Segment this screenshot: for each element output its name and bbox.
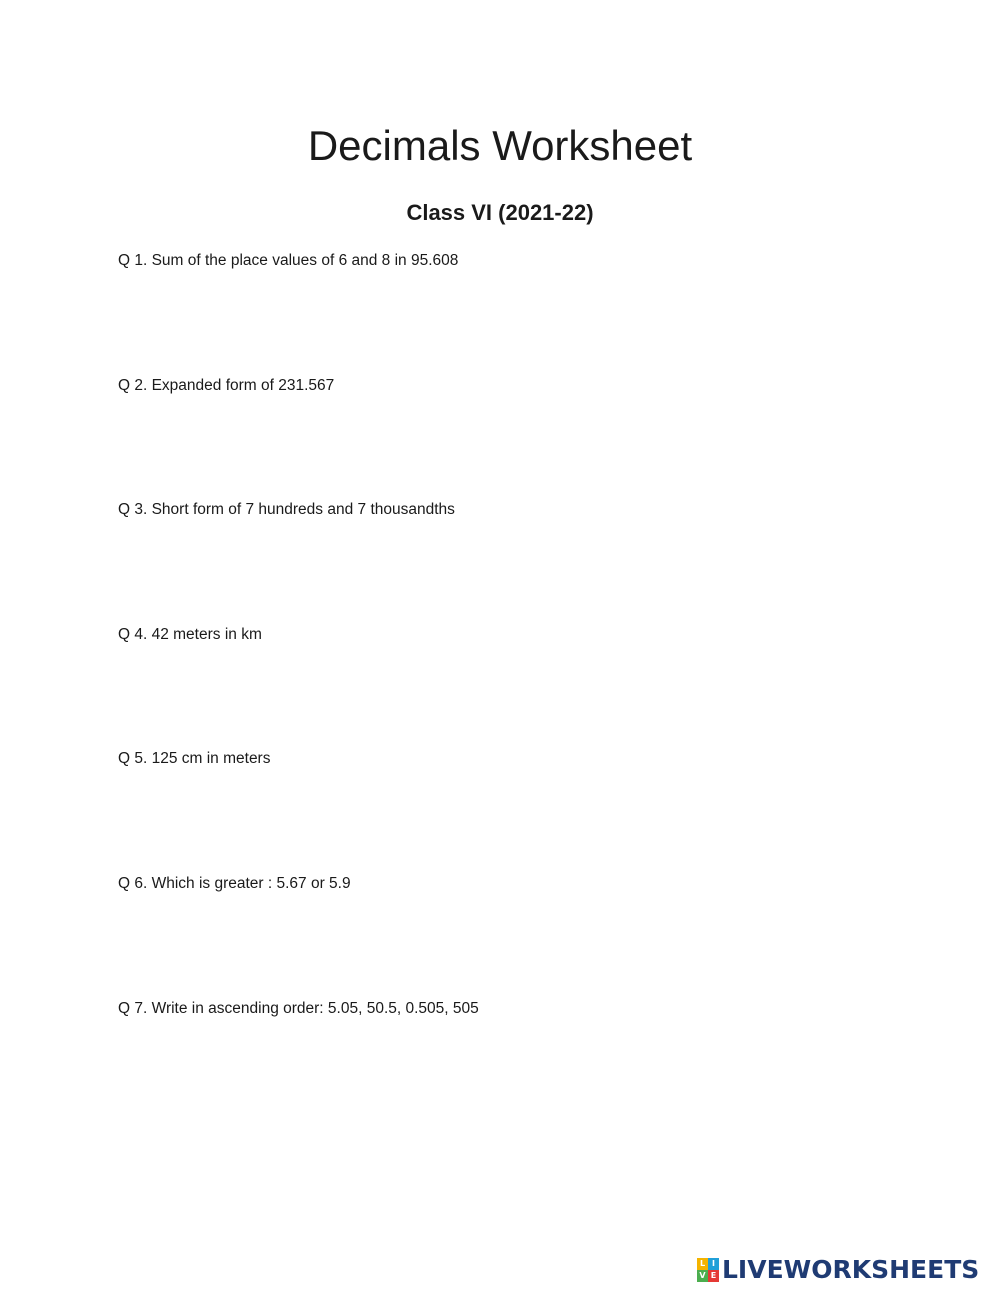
question-6: Q 6. Which is greater : 5.67 or 5.9 [118,875,351,892]
liveworksheets-logo-icon [697,1258,719,1282]
logo-square-e: E [708,1270,719,1282]
logo-square-l: L [697,1258,708,1270]
liveworksheets-brand-text: LIVEWORKSHEETS [722,1255,980,1284]
question-3: Q 3. Short form of 7 hundreds and 7 thousandths [118,501,455,518]
worksheet-subtitle: Class VI (2021-22) [406,200,594,225]
question-4: Q 4. 42 meters in km [118,626,262,643]
logo-square-v: V [697,1270,708,1282]
logo-square-i: I [708,1258,719,1270]
question-1: Q 1. Sum of the place values of 6 and 8 in 95.608 [118,252,459,269]
question-5: Q 5. 125 cm in meters [118,750,271,767]
liveworksheets-logo [697,1255,979,1285]
question-2: Q 2. Expanded form of 231.567 [118,377,335,394]
question-7: Q 7. Write in ascending order: 5.05, 50.5, 0.505, 505 [118,1000,479,1017]
worksheet-title: Decimals Worksheet [307,122,693,169]
